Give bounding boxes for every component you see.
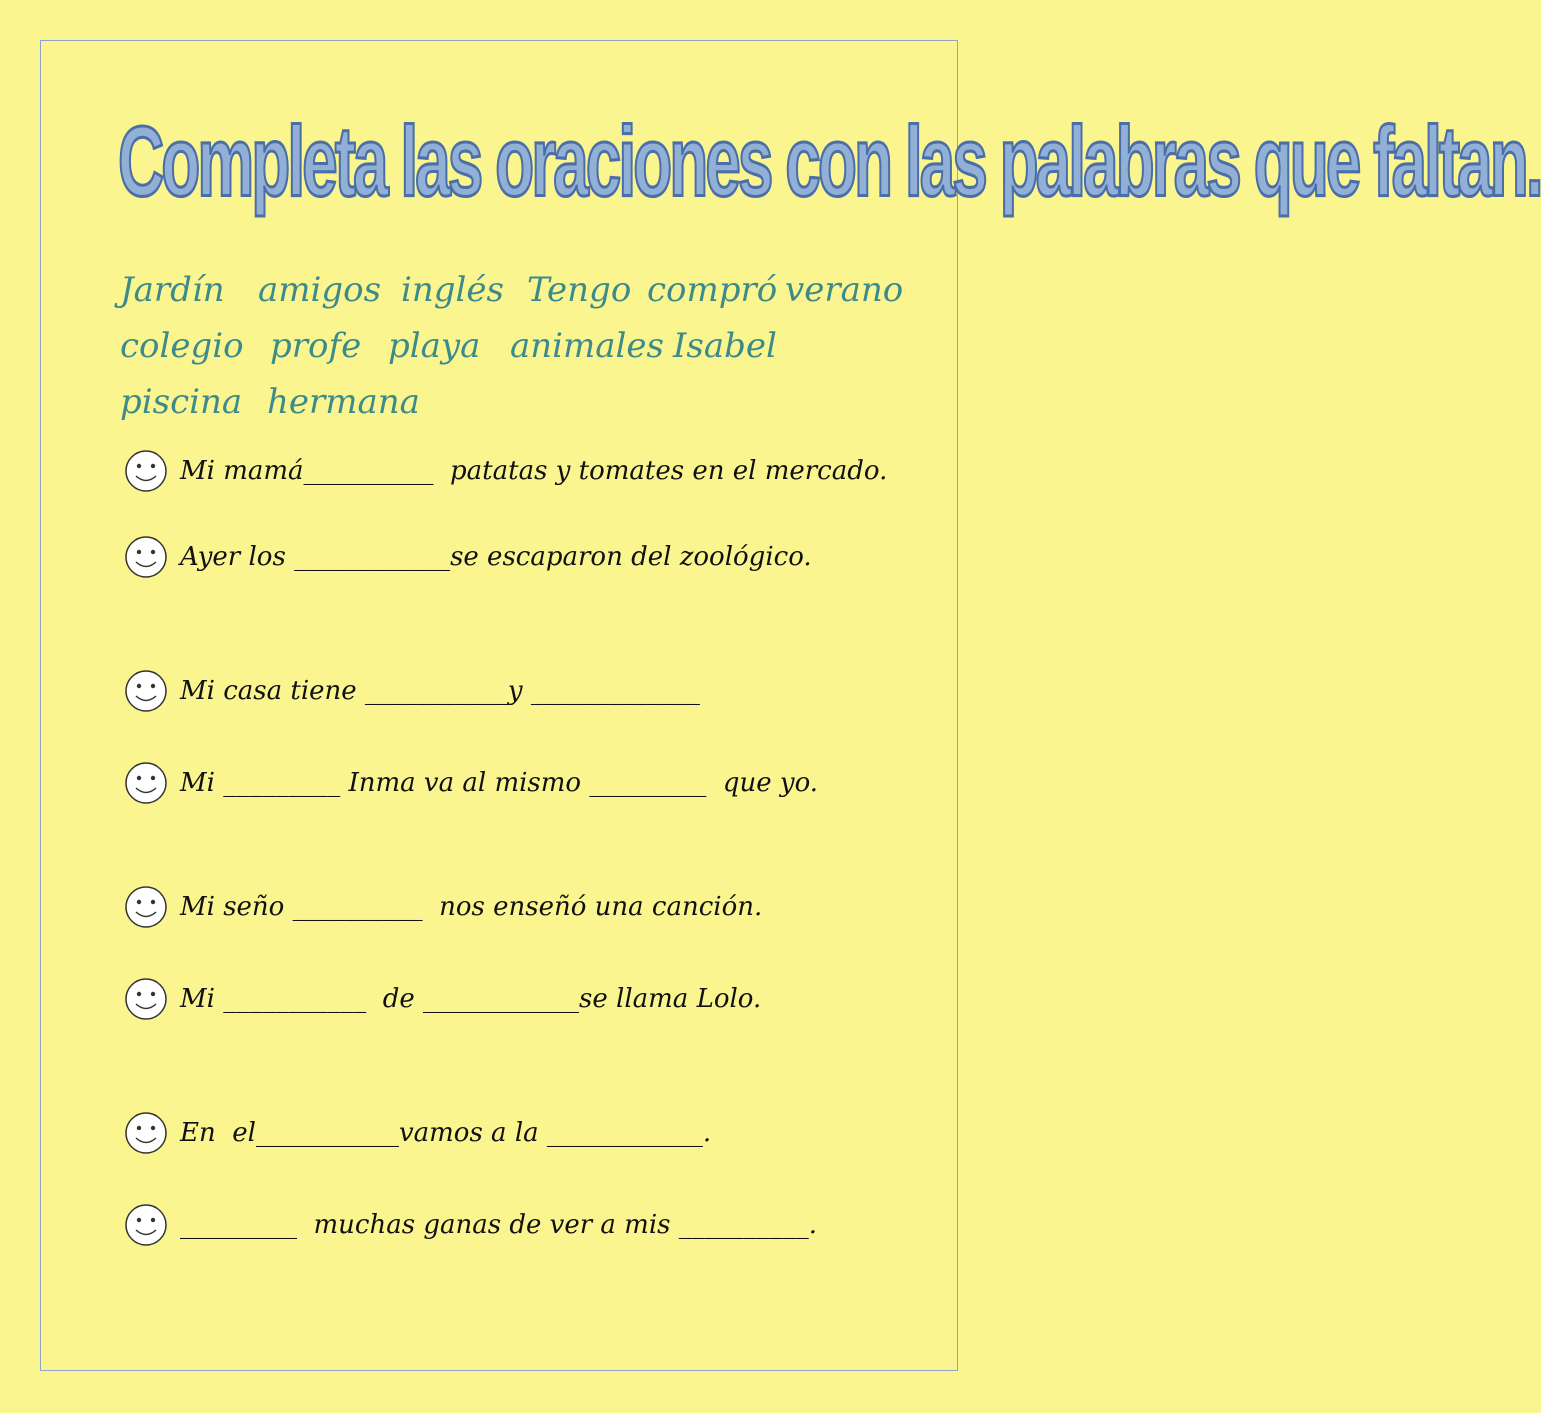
sentence-item — [124, 1110, 711, 1156]
smiley-icon — [124, 885, 168, 929]
smiley-icon — [124, 761, 168, 805]
sentence-text: Ayer los ____________se escaparon del zoológico. — [180, 542, 812, 572]
smiley-icon — [124, 1111, 168, 1155]
word-bank-word: profe — [270, 326, 362, 366]
word-bank-word: Isabel — [673, 326, 777, 366]
word-bank-word: compró — [647, 270, 778, 310]
word-bank-row — [120, 262, 920, 318]
sentence-item — [124, 884, 762, 930]
sentence-text: Mi ___________ de ____________se llama Lolo. — [180, 984, 762, 1014]
worksheet-title: Completa las oraciones con las palabras que faltan. — [118, 105, 1541, 218]
word-bank-word: hermana — [267, 382, 420, 422]
word-bank-row — [120, 374, 920, 430]
word-bank-word: animales — [510, 326, 664, 366]
word-bank-word: piscina — [120, 382, 243, 422]
sentence-text: Mi mamá__________ patatas y tomates en el mercado. — [180, 456, 888, 486]
sentence-text: _________ muchas ganas de ver a mis __________. — [180, 1210, 818, 1240]
word-bank-row — [120, 318, 920, 374]
word-bank — [120, 262, 920, 430]
smiley-icon — [124, 535, 168, 579]
sentence-item — [124, 976, 761, 1022]
sentence-text: Mi seño __________ nos enseñó una canción. — [180, 892, 763, 922]
sentence-text: En el___________vamos a la ____________. — [180, 1118, 712, 1148]
sentence-item — [124, 1202, 817, 1248]
word-bank-word: verano — [785, 270, 904, 310]
word-bank-word: colegio — [120, 326, 244, 366]
sentence-text: Mi _________ Inma va al mismo _________ que yo. — [180, 768, 819, 798]
sentence-item — [124, 448, 887, 494]
sentence-text: Mi casa tiene ___________y _____________ — [180, 676, 700, 706]
word-bank-word: Tengo — [527, 270, 632, 310]
word-bank-word: inglés — [401, 270, 504, 310]
smiley-icon — [124, 449, 168, 493]
word-bank-word: amigos — [258, 270, 382, 310]
smiley-icon — [124, 669, 168, 713]
sentence-item — [124, 534, 812, 580]
word-bank-word: Jardín — [120, 270, 225, 310]
smiley-icon — [124, 977, 168, 1021]
smiley-icon — [124, 1203, 168, 1247]
sentence-item — [124, 668, 700, 714]
sentence-item — [124, 760, 818, 806]
word-bank-word: playa — [388, 326, 481, 366]
